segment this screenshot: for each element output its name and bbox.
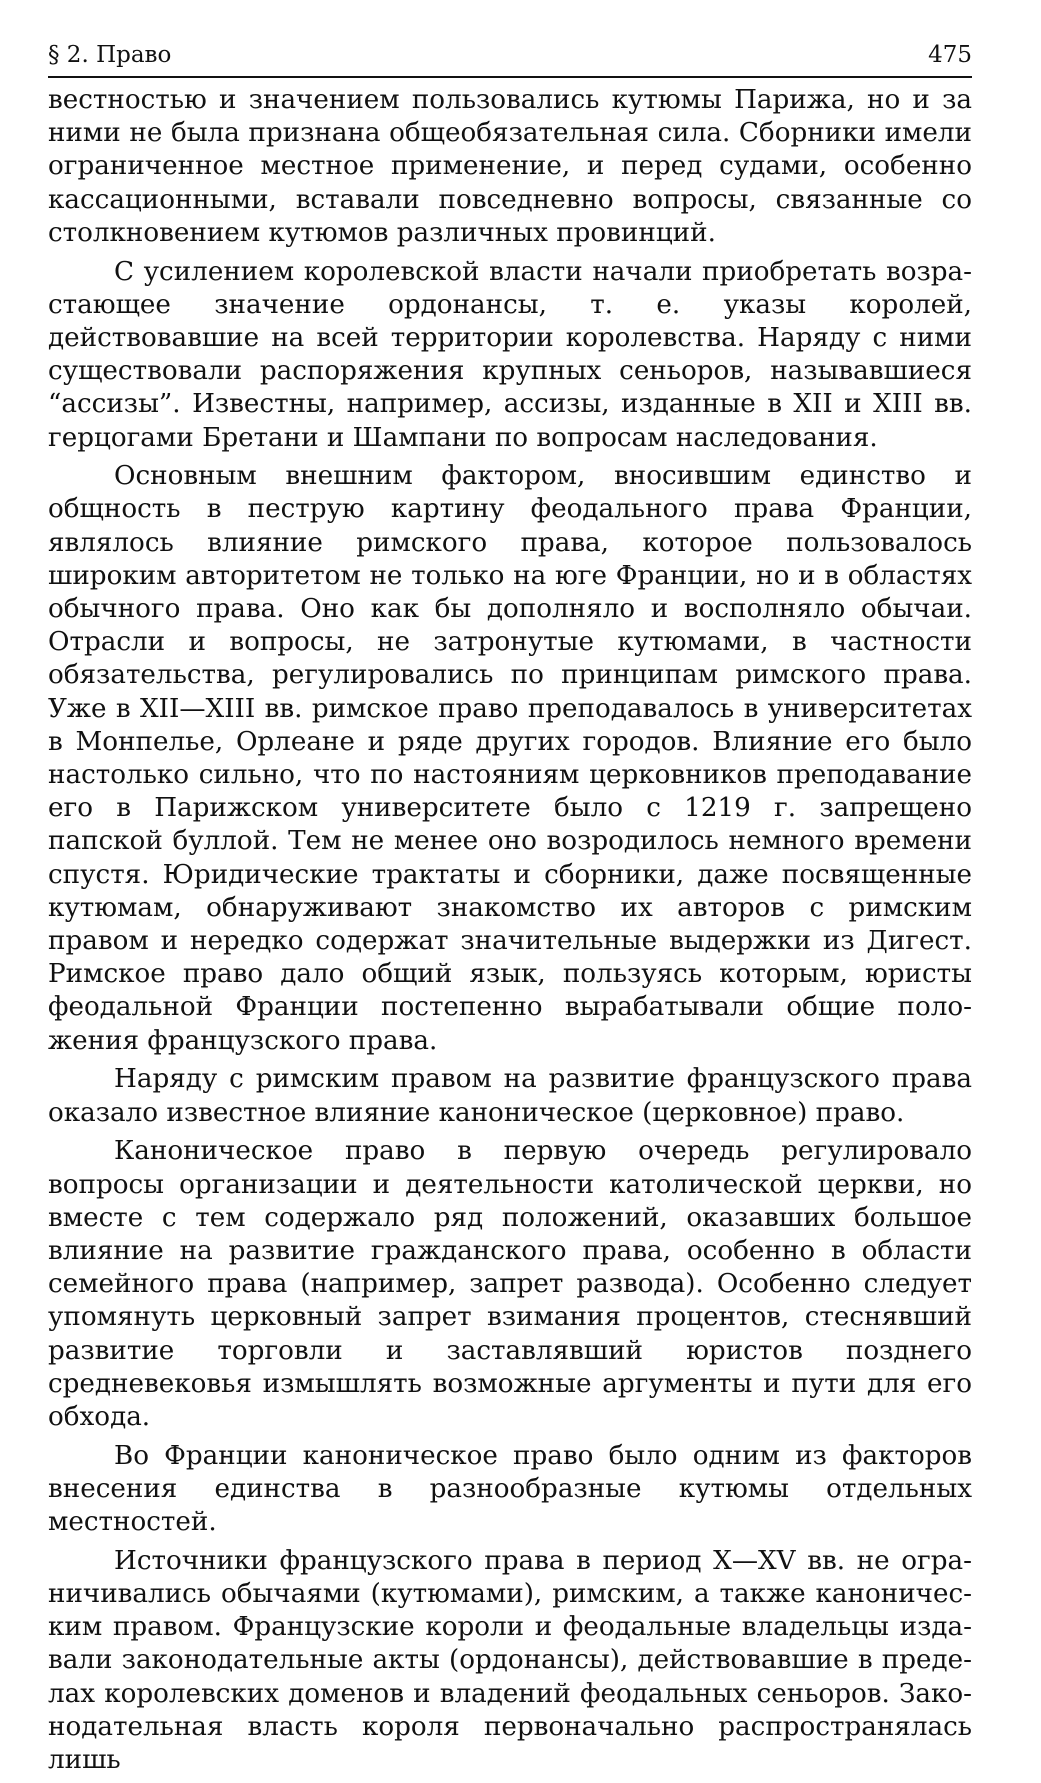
paragraph: Наряду с римским правом на развитие французского права оказало известное влияние каноническое (церковное) право. bbox=[48, 1064, 972, 1128]
page-number: 475 bbox=[928, 42, 972, 68]
paragraph: Во Франции каноническое право было одним из факторов внесения единства в разнообразные кутюмы отдельных местностей. bbox=[48, 1440, 972, 1538]
running-head bbox=[48, 40, 972, 78]
section-title: § 2. Право bbox=[48, 42, 172, 68]
body-text bbox=[48, 84, 972, 1777]
book-page bbox=[48, 40, 972, 1783]
paragraph: Источники французского права в период X—XV вв. не ограничивались обычаями (кутюмами), римским, а также каноническим правом. Французские короли и феодальные владельцы издавали законодательные акты (ордонансы), действовавшие в пределах королевских доменов и владений феодальных сеньоров. Законодательная власть короля первоначально распространялась лишь bbox=[48, 1545, 972, 1775]
paragraph: С усилением королевской власти начали приобретать возрастающее значение ордонансы, т. е. указы королей, действовавшие на всей территории королевства. Наряду с ними существовали распоряжения крупных сеньоров, называвшиеся “ассизы”. Известны, например, ассизы, изданные в XII и XIII вв. герцогами Бретани и Шампани по вопросам наследования. bbox=[48, 256, 972, 453]
paragraph: вестностью и значением пользовались кутюмы Парижа, но и за ними не была признана общеобязательная сила. Сборники имели ограниченное местное применение, и перед судами, особенно кассационными, вставали повседневно вопросы, связанные со столкновением кутюмов различных провинций. bbox=[48, 85, 972, 248]
paragraph: Основным внешним фактором, вносившим единство и общность в пеструю картину феодального права Франции, являлось влияние римского права, которое пользовалось широким авторитетом не только на юге Франции, но и в областях обычного права. Оно как бы дополняло и восполняло обычаи. Отрасли и вопросы, не затронутые кутюмами, в частности обязательства, регулировались по принципам римского права. Уже в XII—XIII вв. римское право преподавалось в университетах в Монпелье, Орлеане и ряде других городов. Влияние его было настолько сильно, что по настояниям церковников преподавание его в Парижском университете было с 1219 г. запрещено папской буллой. Тем не менее оно возродилось немного времени спустя. Юридические трактаты и сборники, даже посвященные кутюмам, обнаруживают знакомство их авторов с римским правом и нередко содержат значительные выдержки из Дигест. Римское право дало общий язык, пользуясь которым, юристы феодальной Франции постепенно вырабатывали общие положения французского права. bbox=[48, 461, 972, 1056]
paragraph: Каноническое право в первую очередь регулировало вопросы организации и деятельности католической церкви, но вместе с тем содержало ряд положений, оказавших большое влияние на развитие гражданского права, особенно в области семейного права (например, запрет развода). Особенно следует упомянуть церковный запрет взимания процентов, стеснявший развитие торговли и заставлявший юристов позднего средневековья измышлять возможные аргументы и пути для его обхода. bbox=[48, 1136, 972, 1432]
